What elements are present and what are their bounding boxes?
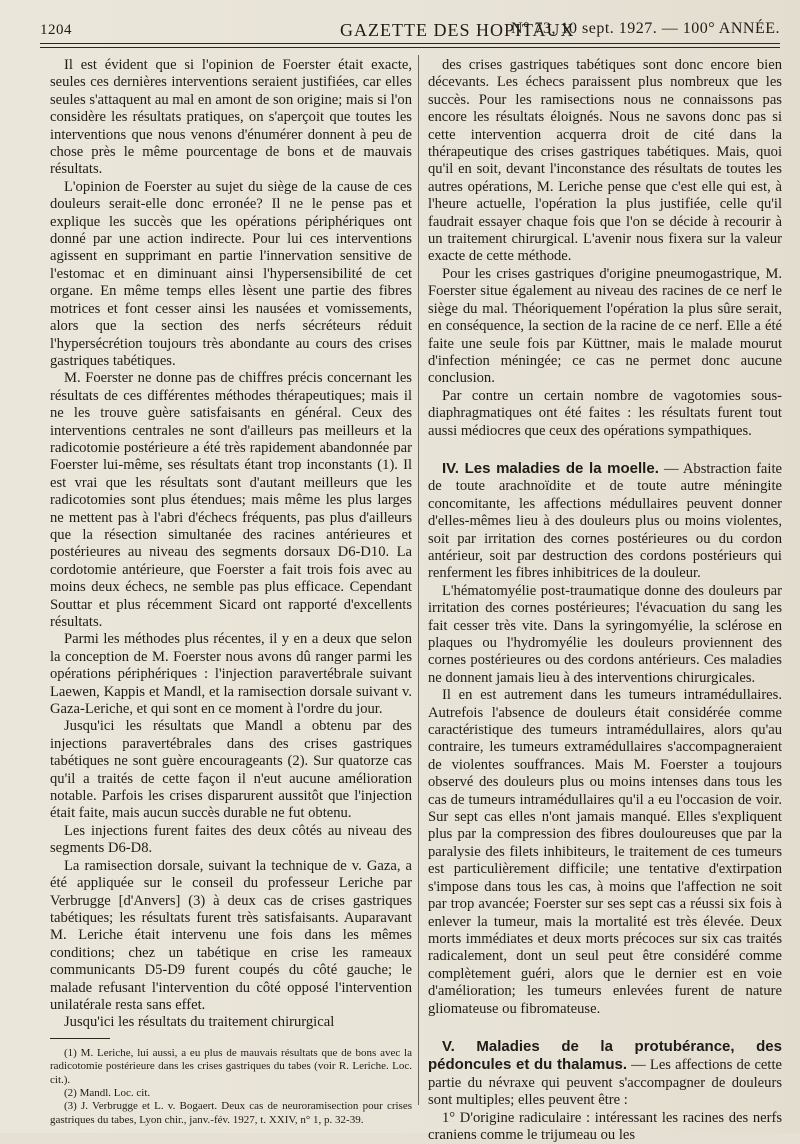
section-iv	[428, 460, 782, 583]
issue-info: N° 73, 10 sept. 1927. — 100° ANNÉE.	[511, 20, 780, 37]
header-rule	[40, 43, 780, 44]
paragraph: Pour les crises gastriques d'origine pneumogastrique, M. Foerster situe également au niveau des racines de ce nerf le siège du mal. Théoriquement l'opération la plus sûre serait, en conséquence, la section de la racine de ce nerf. Elle a été faite une seule fois par Küttner, mais le malade mourut d'infection méningée; ce cas ne permet donc aucune conclusion.	[428, 265, 782, 387]
section-text: — Les affections de cette partie du névraxe qui peuvent s'accompagner de douleurs sont multiples; elles peuvent être :	[428, 1057, 782, 1109]
running-head	[40, 20, 780, 44]
section-v	[428, 1038, 782, 1110]
paragraph: 1° D'origine radiculaire : intéressant les racines des nerfs craniens comme le trijumeau ou les	[428, 1109, 782, 1143]
footnote-rule	[50, 1038, 110, 1039]
paragraph: L'hématomyélie post-traumatique donne des douleurs par irritation des cornes postérieures; l'évacuation du sang les fait cesser très vite. Dans la syringomyélie, la sclérose en plaques ou l'hydromyélie les douleurs proviennent des cornes postérieures ou des cordons antérieurs. Ces maladies ne donnent jamais lieu à des interventions chirurgicales.	[428, 582, 782, 686]
section-heading: V. Maladies de la protubérance, des pédoncules et du thalamus.	[428, 1037, 782, 1074]
paragraph: Les injections furent faites des deux côtés au niveau des segments D6-D8.	[50, 822, 412, 857]
paragraph: des crises gastriques tabétiques sont donc encore bien décevants. Les échecs paraissent plus nombreux que les succès. Pour les ramisections nous ne connaissons pas encore les résultats éloignés. Nous ne savons donc pas si cette intervention acquerra droit de cité dans la thérapeutique des crises gastriques tabétiques. Mais, quoi qu'il en soit, devant l'inconstance des résultats de toutes les autres opérations, M. Leriche pense que c'est elle qui est, à l'heure actuelle, l'opération la plus justifiée, celle qu'il faudrait essayer chaque fois que l'on se décide à recourir à un traitement chirurgical. L'avenir nous fixera sur la valeur exacte de cette méthode.	[428, 57, 782, 265]
footnote: (3) J. Verbrugge et L. v. Bogaert. Deux cas de neuroramisection pour crises gastriques du tabes, Lyon chir., janv.-fév. 1927, t. XXIV, n° 1, p. 32-39.	[50, 1100, 412, 1126]
paragraph: Il est évident que si l'opinion de Foerster était exacte, seules ces dernières interventions seraient justifiées, car elles seules s'attaquent au mal en amont de son origine; mais si l'on considère les résultats pratiques, on s'aperçoit que toutes les interventions que nous venons d'énumérer donnent à peu de chose près le même pourcentage de bons et de mauvais résultats.	[50, 57, 412, 178]
column-divider	[418, 55, 419, 1105]
header-rule-thin	[40, 47, 780, 48]
section-text: — Abstraction faite de toute arachnoïdite et de toute autre méningite concomitante, les affections médullaires peuvent donner d'elles-mêmes lieu à des douleurs plus ou moins violentes, soit par irritation des cornes postérieures ou du cordon antérieur, soit par destruction des cordons postérieurs qui renferment les fibres inhibitrices de la douleur.	[428, 460, 782, 582]
paragraph: M. Foerster ne donne pas de chiffres précis concernant les résultats de ces différentes méthodes thérapeutiques; mais il ne les trouve guère satisfaisants en général. Ceux des interventions centrales ne sont d'ailleurs pas meilleurs et la radicotomie postérieure a été très rapidement abandonnée par Foerster lui-même, ses résultats étant trop inconstants (1). Il est vrai que les résultats sont d'autant meilleurs que les radicotomies sont plus étendues; mais même les plus larges ne mettent pas à l'abri d'échecs fréquents, pas plus d'ailleurs que la résection simultanée des racines antérieures et postérieures au niveau des segments dorsaux D6-D10. La cordotomie antérieure, que Foerster a fait trois fois avec au moins deux échecs, ne semble pas plus efficace. Cependant Souttar et plus récemment Sicard ont rapporté d'excellents résultats.	[50, 370, 412, 630]
paragraph: Jusqu'ici les résultats que Mandl a obtenu par des injections paravertébrales dans des crises gastriques tabétiques ne sont guère encourageants (2). Sur quatorze cas qu'il a traités de cette façon il n'eut aucune amélioration notable. Parfois les crises disparurent aussitôt que l'injection était faite, mais aucun succès durable ne fut obtenu.	[50, 718, 412, 822]
right-column	[428, 57, 782, 1144]
footnote: (1) M. Leriche, lui aussi, a eu plus de mauvais résultats que de bons avec la radicotomie postérieure dans les crises gastriques du tabes (voir R. Leriche. Loc. cit.).	[50, 1046, 412, 1086]
page-number: 1204	[40, 22, 72, 38]
footnote: (2) Mandl. Loc. cit.	[64, 1086, 151, 1099]
paragraph: Parmi les méthodes plus récentes, il y en a deux que selon la conception de M. Foerster nous avons dû ranger parmi les opérations périphériques : l'injection paravertébrale suivant Laewen, Kappis et Mandl, et la ramisection dorsale suivant v. Gaza-Leriche, et qui sont en ce moment à l'ordre du jour.	[50, 631, 412, 718]
journal-title: GAZETTE DES HOPITAUX	[340, 20, 575, 40]
paragraph: Jusqu'ici les résultats du traitement chirurgical	[64, 1014, 335, 1031]
footnotes	[50, 1047, 412, 1127]
paragraph: La ramisection dorsale, suivant la technique de v. Gaza, a été appliquée sur le conseil du professeur Leriche par Verbrugge [d'Anvers] (3) à deux cas de crises gastriques tabétiques; les résultats furent très satisfaisants. Auparavant M. Leriche était intervenu une fois dans les mêmes conditions; chez un tabétique en crise les rameaux communicants D5-D9 furent coupés du côté gauche; le malade refusant l'intervention du côté opposé l'intervention unilatérale resta sans effet.	[50, 857, 412, 1013]
left-column	[50, 57, 412, 1127]
paragraph: L'opinion de Foerster au sujet du siège de la cause de ces douleurs serait-elle donc erronée? Il ne le pense pas et explique les succès que les opérations périphériques ont donné par une action indirecte. Pour lui ces interventions agissent en supprimant en partie l'innervation sensitive de l'estomac et en diminuant ainsi l'hypersensibilité de cet organe. En même temps elles lèsent une partie des fibres motrices et font cesser ainsi les nausées et vomissements, alors que la section des nerfs sécréteurs réduit l'hypersécrétion toujours très abondante au cours des crises gastriques tabétiques.	[50, 178, 412, 369]
section-heading: IV. Les maladies de la moelle.	[442, 459, 659, 477]
paragraph: Par contre un certain nombre de vagotomies sous-diaphragmatiques ont été faites : les résultats furent tout aussi médiocres que ceux des opérations sympathiques.	[428, 387, 782, 439]
paragraph: Il en est autrement dans les tumeurs intramédullaires. Autrefois l'absence de douleurs était considérée comme caractéristique des tumeurs intramédullaires, alors qu'au contraire, les tumeurs extramédullaires s'accompagneraient de violentes souffrances. Mais M. Foerster a toujours observé des douleurs plus ou moins intenses dans tous les cas de tumeurs intramédullaires qu'il a eu l'occasion de voir. Sur sept cas elles n'ont jamais manqué. Elles s'expliquent plus par la compression des fibres douloureuses que par la paralysie des filets inhibiteurs, le traitement de ces tumeurs est particulièrement difficile; une tentative d'extirpation s'impose dans tous les cas, à moins que l'affection ne soit par trop avancée; Foerster sur ses sept cas a réussi six fois à enlever la tumeur, mais la mortalité est très élevée. Deux morts immédiates et deux morts précoces sur six cas traités radicalement, dont un seul peut être considéré comme complètement guéri, alors que le dernier est en voie d'amélioration; les tumeurs enlevées furent de nature gliomateuse ou fibromateuse.	[428, 687, 782, 1017]
